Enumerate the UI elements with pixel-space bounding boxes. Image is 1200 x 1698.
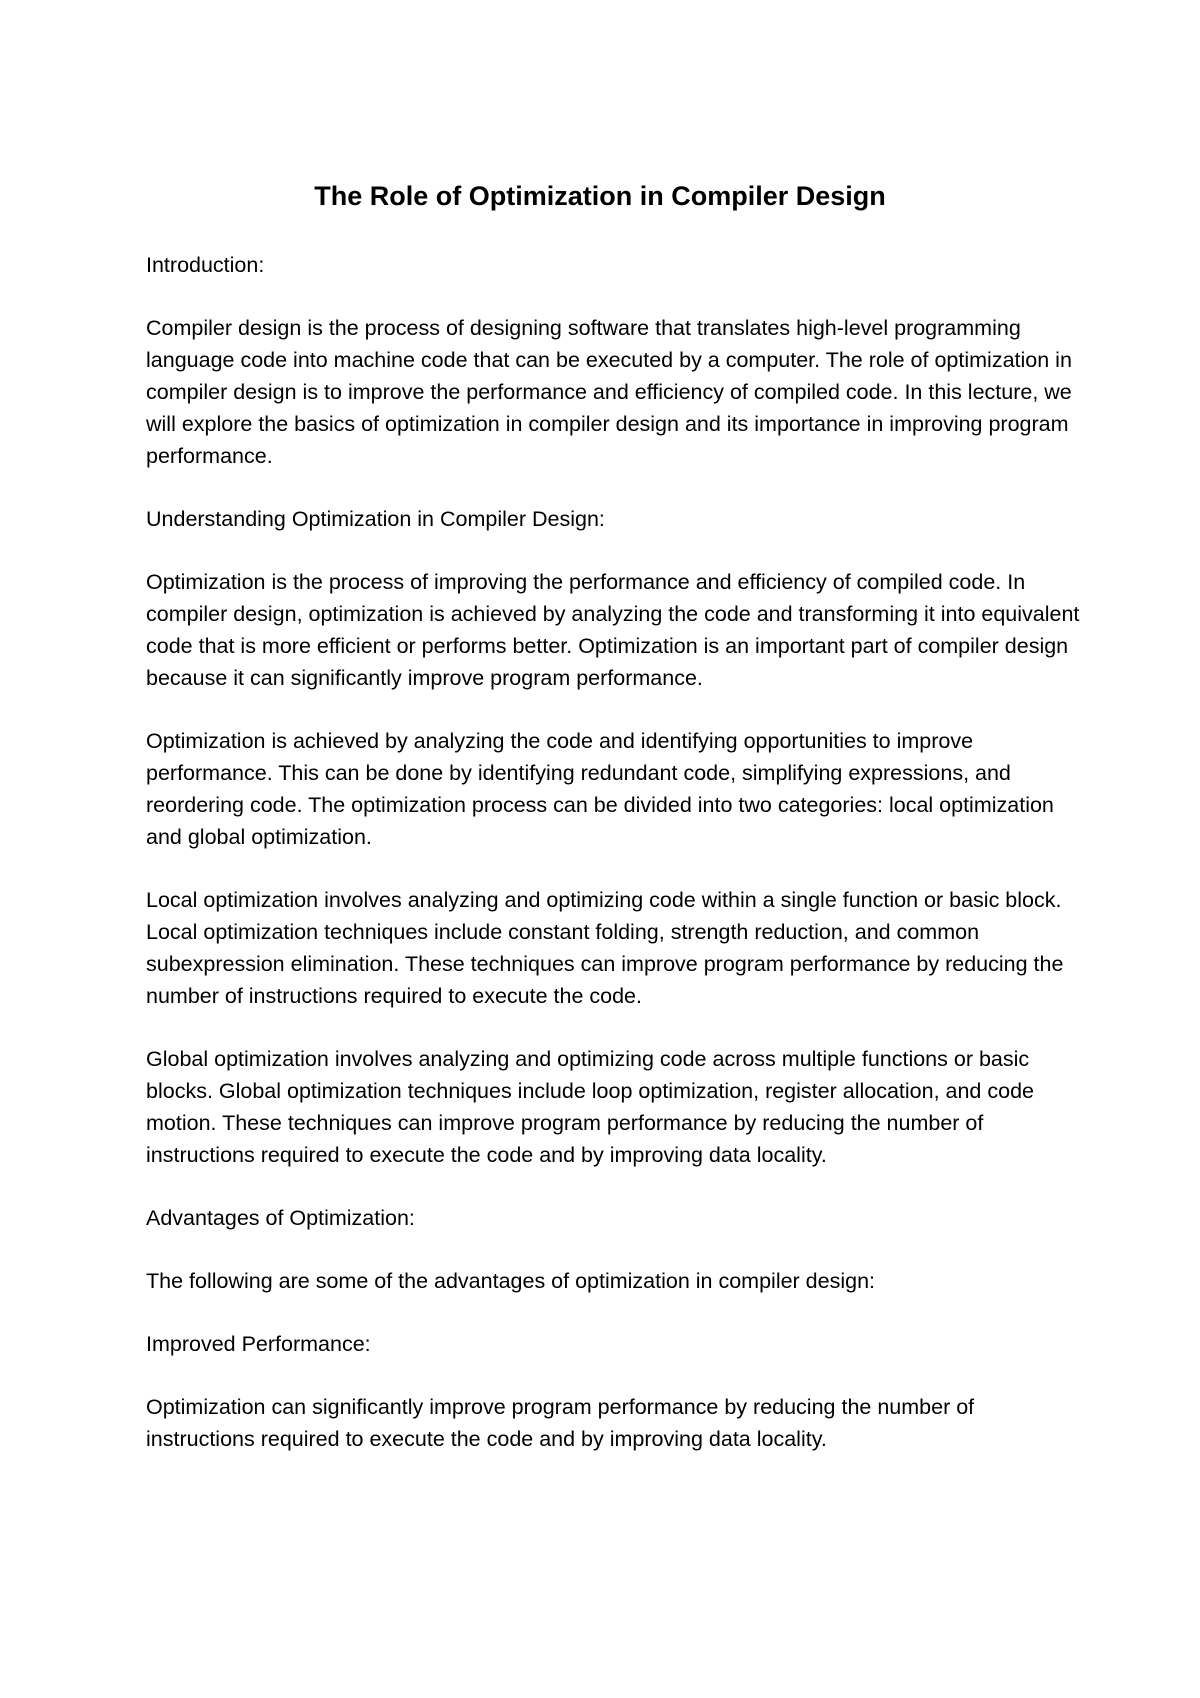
paragraph-global-optimization: Global optimization involves analyzing and optimizing code across multiple functions or basic blocks. Global optimization techniques include loop optimization, register allocation, and code motion. These techniques can improve program performance by reducing the number of instructions required to execute the code and by improving data locality. (146, 1047, 1034, 1167)
paragraph-advantages-intro: The following are some of the advantages of optimization in compiler design: (146, 1269, 876, 1293)
subheading-improved-performance: Improved Performance: (146, 1332, 371, 1356)
section-heading-advantages: Advantages of Optimization: (146, 1206, 415, 1230)
paragraph-improved-performance: Optimization can significantly improve program performance by reducing the number of instructions required to execute the code and by improving data locality. (146, 1395, 975, 1451)
section-heading-introduction: Introduction: (146, 253, 265, 277)
document-body (146, 249, 1081, 1486)
section-heading-understanding-optimization: Understanding Optimization in Compiler Design: (146, 507, 605, 531)
paragraph-local-optimization: Local optimization involves analyzing and optimizing code within a single function or basic block. Local optimization techniques include constant folding, strength reduction, and common subexpression elimination. These techniques can improve program performance by reducing the number of instructions required to execute the code. (146, 888, 1064, 1008)
paragraph-introduction: Compiler design is the process of designing software that translates high-level programming language code into machine code that can be executed by a computer. The role of optimization in compiler design is to improve the performance and efficiency of compiled code. In this lecture, we will explore the basics of optimization in compiler design and its importance in improving program performance. (146, 316, 1072, 468)
paragraph-optimization-definition: Optimization is the process of improving the performance and efficiency of compiled code. In compiler design, optimization is achieved by analyzing the code and transforming it into equivalent code that is more efficient or performs better. Optimization is an important part of compiler design because it can significantly improve program performance. (146, 570, 1080, 690)
paragraph-optimization-process: Optimization is achieved by analyzing the code and identifying opportunities to improve performance. This can be done by identifying redundant code, simplifying expressions, and reordering code. The optimization process can be divided into two categories: local optimization and global optimization. (146, 729, 1054, 849)
document-title: The Role of Optimization in Compiler Design (314, 181, 886, 211)
